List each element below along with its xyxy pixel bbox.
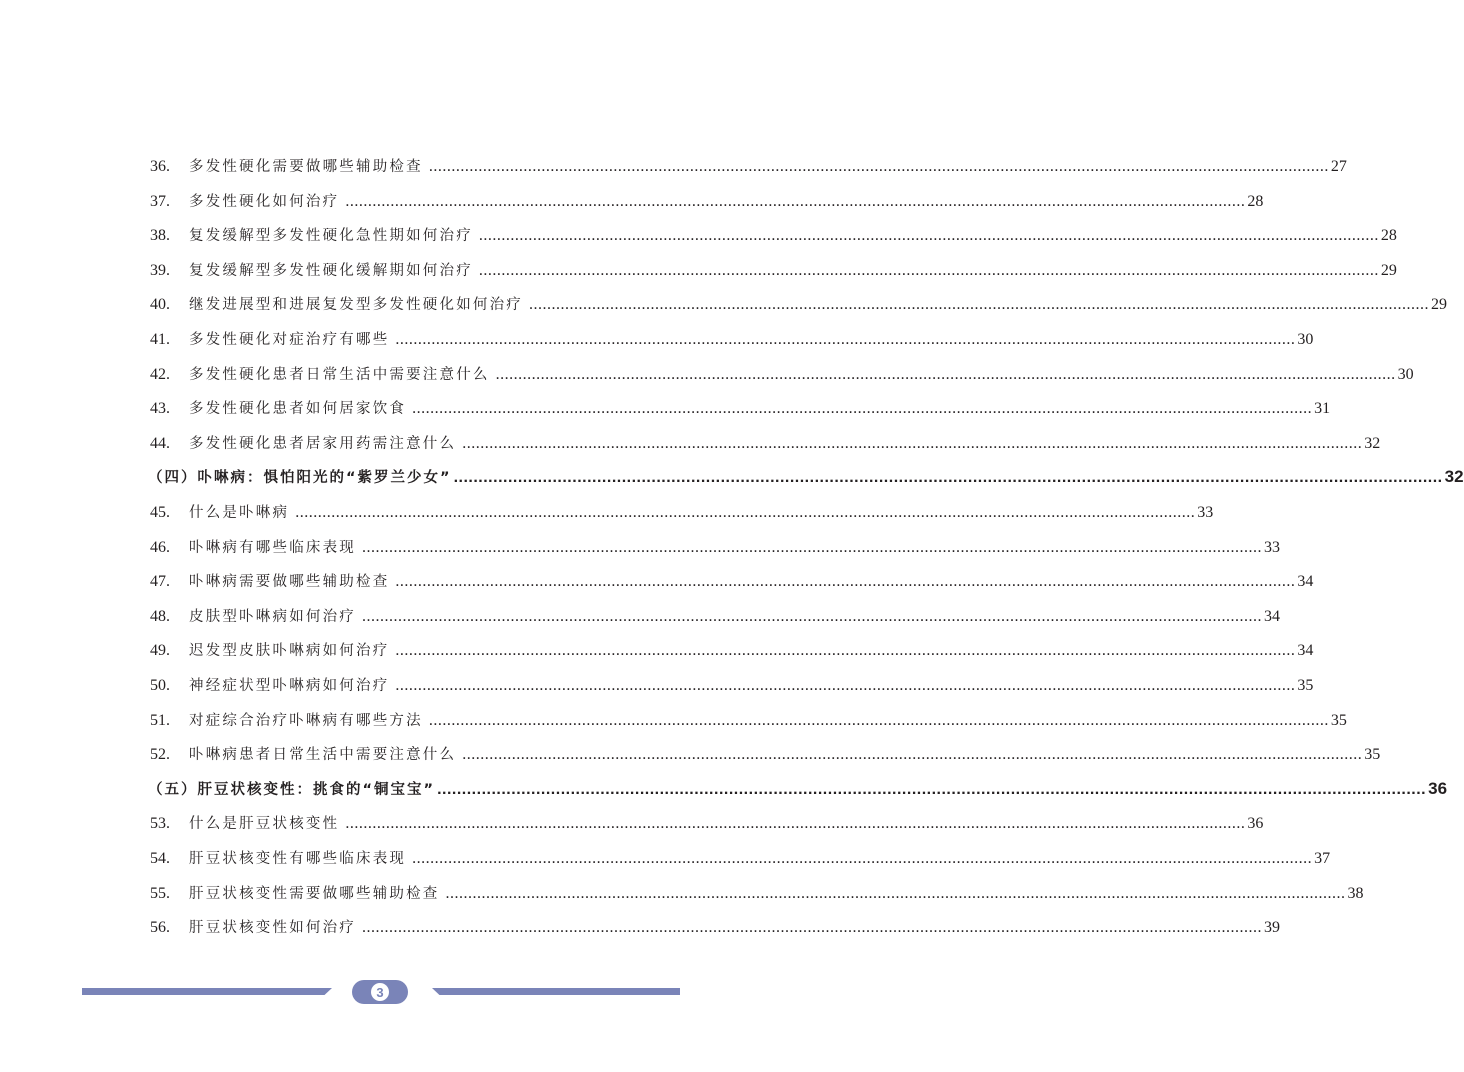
toc-entry-number: 55.: [150, 884, 170, 902]
dot-leader: ........................................................................................................................................................................................................: [362, 538, 1262, 556]
toc-entry: [150, 358, 1414, 384]
toc-page-number: 34: [1297, 642, 1314, 660]
toc-entry: [150, 704, 1347, 730]
toc-page-number: 34: [1264, 607, 1280, 625]
toc-entry-title: 卟啉病患者日常生活中需要注意什么: [189, 747, 457, 764]
toc-entry: [150, 288, 1447, 314]
dot-leader: ........................................................................................................................................................................................................: [529, 296, 1429, 314]
dot-leader: ........................................................................................................................................................................................................: [412, 400, 1313, 418]
toc-page-number: 30: [1297, 331, 1314, 348]
toc-entry-number: 40.: [150, 296, 170, 314]
dot-leader: ........................................................................................................................................................................................................: [395, 642, 1296, 660]
toc-entry: [150, 807, 1264, 833]
toc-entry-title: 什么是肝豆状核变性: [189, 816, 340, 833]
dot-leader: ........................................................................................................................................................................................................: [478, 261, 1379, 279]
toc-entry: [150, 254, 1397, 280]
toc-entry-title: 肝豆状核变性有哪些临床表现: [189, 851, 407, 867]
toc-entry-number: 54.: [150, 850, 170, 867]
toc-entry-title: 继发进展型和进展复发型多发性硬化如何治疗: [189, 297, 523, 314]
toc-entry-number: 42.: [150, 365, 170, 383]
toc-entry: [150, 565, 1314, 591]
toc-page-number: 38: [1347, 884, 1364, 902]
toc-entry: [150, 427, 1381, 453]
toc-page-number: 33: [1197, 504, 1214, 521]
toc-entry-number: 49.: [150, 642, 170, 660]
toc-page-number: 39: [1264, 919, 1280, 937]
toc-entry-title: 复发缓解型多发性硬化急性期如何治疗: [189, 228, 473, 245]
toc-entry: [150, 600, 1280, 626]
toc-entry: [150, 911, 1280, 937]
toc-entry: [150, 531, 1280, 557]
toc-entry-number: 39.: [150, 261, 170, 279]
toc-entry-number: 52.: [150, 746, 170, 764]
dot-leader: ........................................................................................................................................................................................................: [453, 469, 1443, 487]
toc-entry-number: 53.: [150, 815, 170, 833]
toc-page-number: 34: [1297, 573, 1314, 591]
toc-entry: [150, 219, 1397, 245]
toc-page-number: 35: [1364, 746, 1381, 764]
toc-entry-number: 45.: [150, 504, 170, 521]
toc-entry-title: 对症综合治疗卟啉病有哪些方法: [189, 712, 423, 729]
footer-bar-right: [432, 988, 680, 995]
toc-entry-number: 36.: [150, 158, 170, 175]
toc-entry-number: 50.: [150, 677, 170, 694]
page-footer: [0, 980, 750, 1006]
page-number-badge: [352, 980, 408, 1004]
dot-leader: ........................................................................................................................................................................................................: [462, 434, 1363, 452]
toc-entry-title: 复发缓解型多发性硬化缓解期如何治疗: [189, 262, 473, 279]
toc-entry-number: 46.: [150, 538, 170, 556]
toc-entry: [150, 185, 1264, 211]
toc-page-number: 35: [1330, 711, 1347, 729]
toc-page-number: 28: [1247, 192, 1264, 210]
toc-entry: [150, 877, 1364, 903]
dot-leader: ........................................................................................................................................................................................................: [495, 365, 1396, 383]
toc-entry: [150, 669, 1314, 695]
dot-leader: ........................................................................................................................................................................................................: [345, 192, 1246, 210]
toc-section-title: （四）卟啉病：惧怕阳光的“紫罗兰少女”: [148, 470, 452, 487]
toc-entry-title: 神经症状型卟啉病如何治疗: [189, 678, 390, 694]
toc-page-number: 36: [1428, 778, 1448, 798]
footer-bar-left: [82, 988, 332, 995]
toc-page-number: 32: [1444, 467, 1464, 487]
toc-entry-number: 47.: [150, 573, 170, 591]
toc-entry-number: 51.: [150, 711, 170, 729]
dot-leader: ........................................................................................................................................................................................................: [412, 850, 1313, 867]
toc-page-number: 28: [1380, 227, 1397, 245]
toc-page-number: 29: [1380, 261, 1397, 279]
toc-entry: [150, 392, 1331, 418]
toc-page-number: 29: [1431, 296, 1447, 314]
toc-entry-title: 多发性硬化患者日常生活中需要注意什么: [189, 366, 490, 383]
dot-leader: ........................................................................................................................................................................................................: [395, 331, 1296, 348]
dot-leader: ........................................................................................................................................................................................................: [345, 815, 1246, 833]
dot-leader: ........................................................................................................................................................................................................: [295, 504, 1196, 521]
toc-page-number: 30: [1397, 365, 1414, 383]
toc-entry-title: 多发性硬化如何治疗: [189, 193, 340, 210]
dot-leader: ........................................................................................................................................................................................................: [445, 884, 1346, 902]
toc-entry-title: 多发性硬化对症治疗有哪些: [189, 332, 390, 348]
dot-leader: ........................................................................................................................................................................................................: [462, 746, 1363, 764]
toc-entry: [150, 150, 1347, 176]
toc-entry-number: 56.: [150, 919, 170, 937]
toc-page-number: 37: [1314, 850, 1331, 867]
toc-section-title: （五）肝豆状核变性：挑食的“铜宝宝”: [148, 781, 436, 798]
toc-entry-title: 皮肤型卟啉病如何治疗: [189, 608, 356, 625]
toc-entry-number: 41.: [150, 331, 170, 348]
toc-entry: [150, 634, 1314, 660]
dot-leader: ........................................................................................................................................................................................................: [395, 677, 1296, 694]
dot-leader: ........................................................................................................................................................................................................: [362, 607, 1262, 625]
toc-entry-title: 卟啉病需要做哪些辅助检查: [189, 574, 390, 591]
toc-entry-title: 迟发型皮肤卟啉病如何治疗: [189, 643, 390, 660]
toc-entry-title: 肝豆状核变性需要做哪些辅助检查: [189, 885, 440, 902]
dot-leader: ........................................................................................................................................................................................................: [362, 919, 1262, 937]
toc-page-number: 35: [1297, 677, 1314, 694]
toc-section-heading: [147, 773, 1448, 799]
toc-entry-title: 卟啉病有哪些临床表现: [189, 539, 356, 556]
toc-entry-number: 48.: [150, 607, 170, 625]
toc-entry-title: 多发性硬化患者如何居家饮食: [189, 401, 407, 418]
dot-leader: ........................................................................................................................................................................................................: [395, 573, 1296, 591]
toc-entry-title: 肝豆状核变性如何治疗: [189, 920, 356, 937]
toc-entry-number: 38.: [150, 227, 170, 245]
toc-entry: [150, 323, 1314, 349]
dot-leader: ........................................................................................................................................................................................................: [428, 158, 1329, 175]
dot-leader: ........................................................................................................................................................................................................: [428, 711, 1329, 729]
toc-entry-title: 多发性硬化患者居家用药需注意什么: [189, 435, 457, 452]
toc-entry-number: 44.: [150, 434, 170, 452]
toc-entry: [150, 496, 1214, 522]
toc-entry-number: 37.: [150, 192, 170, 210]
toc-page-number: 33: [1264, 538, 1280, 556]
page-number: 3: [371, 983, 389, 1001]
toc-page-number: 31: [1314, 400, 1331, 418]
toc-page-number: 32: [1364, 434, 1381, 452]
toc-entry: [150, 738, 1381, 764]
toc-section-heading: [147, 461, 1464, 487]
toc-page-number: 36: [1247, 815, 1264, 833]
dot-leader: ........................................................................................................................................................................................................: [478, 227, 1379, 245]
toc-entry: [150, 842, 1331, 868]
toc-entry-title: 什么是卟啉病: [189, 505, 290, 521]
toc-entry-number: 43.: [150, 400, 170, 418]
toc-entry-title: 多发性硬化需要做哪些辅助检查: [189, 159, 423, 175]
toc-page-number: 27: [1330, 158, 1347, 175]
dot-leader: ........................................................................................................................................................................................................: [437, 780, 1427, 798]
